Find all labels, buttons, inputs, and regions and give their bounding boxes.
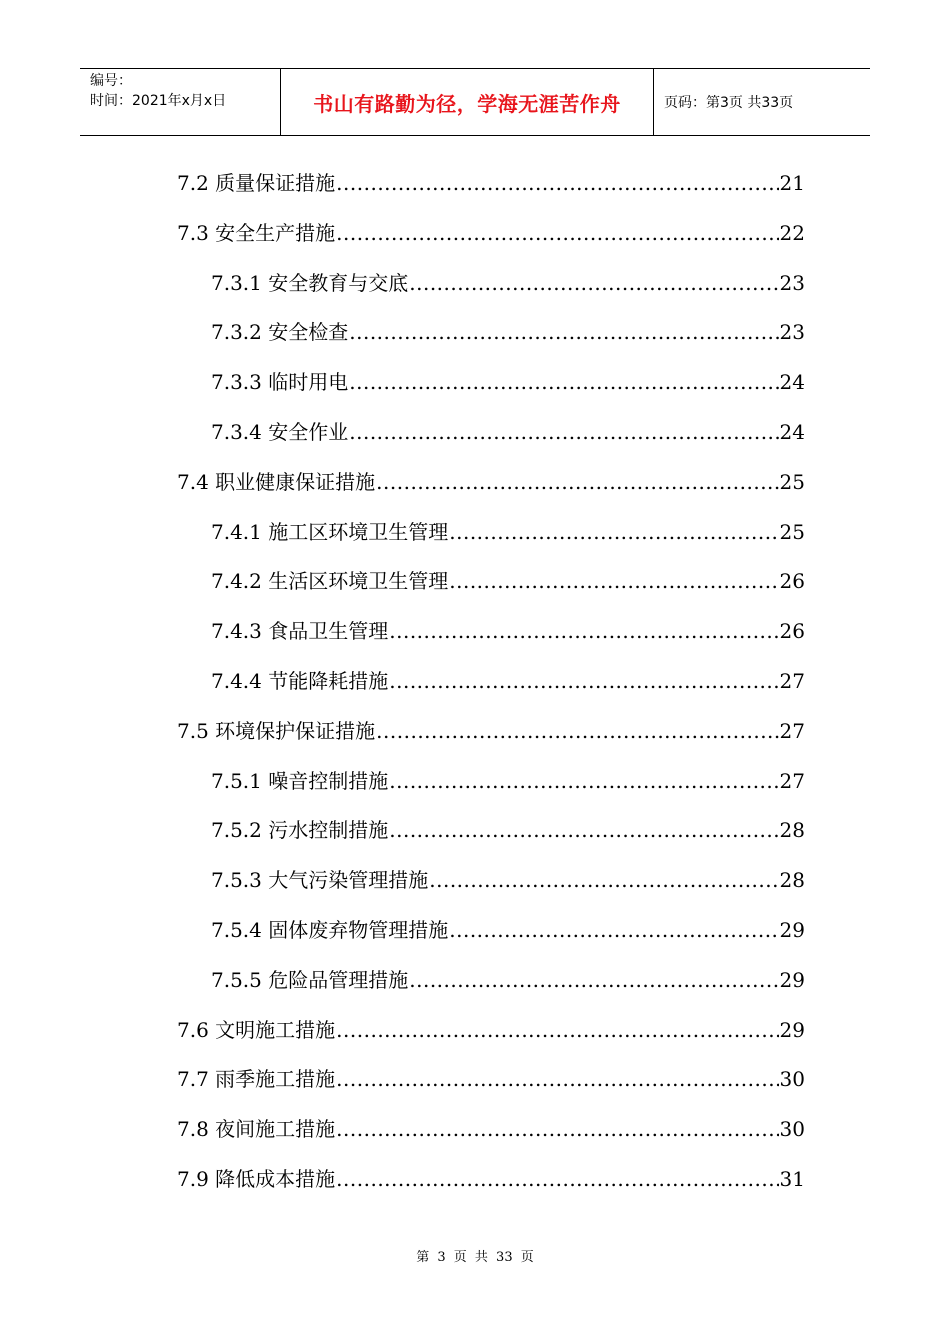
toc-entry-label: 7.8 夜间施工措施: [177, 1117, 336, 1141]
toc-entry[interactable]: [211, 268, 805, 298]
toc-entry-page: 27: [779, 769, 805, 793]
toc-entry-page: 24: [779, 370, 805, 394]
toc-entry[interactable]: [177, 467, 805, 497]
toc-entry-page: 28: [779, 818, 805, 842]
toc-entry-page: 27: [779, 669, 805, 693]
toc-leader-dots: [409, 965, 778, 995]
toc-entry-page: 24: [779, 420, 805, 444]
toc-entry-label: 7.5.5 危险品管理措施: [211, 968, 409, 992]
toc-entry-label: 7.5.4 固体废弃物管理措施: [211, 918, 449, 942]
header-page-info: 页码：第3页 共33页: [664, 95, 794, 111]
toc-entry-page: 25: [779, 470, 805, 494]
toc-leader-dots: [376, 467, 778, 497]
toc-leader-dots: [349, 417, 778, 447]
toc-entry-page: 21: [779, 171, 805, 195]
header-motto: 书山有路勤为径，学海无涯苦作舟: [281, 69, 654, 135]
toc-entry-page: 22: [779, 221, 805, 245]
toc-leader-dots: [336, 218, 778, 248]
toc-entry-label: 7.2 质量保证措施: [177, 171, 336, 195]
toc-entry-label: 7.9 降低成本措施: [177, 1167, 336, 1191]
page-footer: 第 3 页 共 33 页: [416, 1250, 534, 1265]
toc-entry[interactable]: [211, 417, 805, 447]
toc-leader-dots: [449, 566, 778, 596]
toc-leader-dots: [336, 1164, 778, 1194]
toc-entry-label: 7.6 文明施工措施: [177, 1018, 336, 1042]
toc-entry-label: 7.4 职业健康保证措施: [177, 470, 376, 494]
toc-leader-dots: [349, 367, 778, 397]
toc-entry[interactable]: [177, 1114, 805, 1144]
toc-entry[interactable]: [177, 218, 805, 248]
document-number-label: 编号：: [90, 73, 132, 89]
toc-leader-dots: [449, 915, 778, 945]
toc-entry-page: 26: [779, 569, 805, 593]
toc-entry[interactable]: [211, 815, 805, 845]
toc-entry-page: 31: [779, 1167, 805, 1191]
toc-entry-page: 30: [779, 1117, 805, 1141]
toc-entry-label: 7.3.3 临时用电: [211, 370, 349, 394]
toc-entry-page: 27: [779, 719, 805, 743]
toc-entry-label: 7.5 环境保护保证措施: [177, 719, 376, 743]
toc-entry-label: 7.4.3 食品卫生管理: [211, 619, 389, 643]
toc-leader-dots: [336, 1114, 778, 1144]
toc-entry-label: 7.5.1 噪音控制措施: [211, 769, 389, 793]
toc-entry-page: 29: [779, 918, 805, 942]
toc-entry[interactable]: [211, 915, 805, 945]
toc-entry-page: 23: [779, 320, 805, 344]
toc-entry[interactable]: [177, 168, 805, 198]
toc-leader-dots: [389, 766, 778, 796]
toc-leader-dots: [389, 616, 778, 646]
toc-entry-label: 7.3.2 安全检查: [211, 320, 349, 344]
toc-entry-label: 7.5.2 污水控制措施: [211, 818, 389, 842]
header-meta: [80, 69, 281, 135]
toc-leader-dots: [336, 1064, 778, 1094]
toc-entry-label: 7.7 雨季施工措施: [177, 1067, 336, 1091]
toc-entry[interactable]: [211, 666, 805, 696]
toc-entry-page: 30: [779, 1067, 805, 1091]
toc-leader-dots: [376, 716, 778, 746]
toc-entry-page: 29: [779, 1018, 805, 1042]
toc-leader-dots: [336, 168, 778, 198]
toc-entry[interactable]: [177, 716, 805, 746]
page-header: [80, 68, 870, 136]
toc-entry[interactable]: [211, 616, 805, 646]
toc-entry[interactable]: [177, 1064, 805, 1094]
toc-entry-label: 7.3 安全生产措施: [177, 221, 336, 245]
toc-entry[interactable]: [211, 865, 805, 895]
toc-leader-dots: [429, 865, 778, 895]
toc-entry-label: 7.4.1 施工区环境卫生管理: [211, 520, 449, 544]
toc-entry[interactable]: [177, 1015, 805, 1045]
toc-entry-page: 23: [779, 271, 805, 295]
document-time: 时间：2021年x月x日: [90, 93, 227, 109]
toc-entry[interactable]: [211, 566, 805, 596]
toc-leader-dots: [389, 815, 778, 845]
toc-entry-label: 7.3.1 安全教育与交底: [211, 271, 409, 295]
toc-leader-dots: [349, 317, 778, 347]
toc-entry-page: 25: [779, 520, 805, 544]
toc-entry[interactable]: [211, 317, 805, 347]
toc-entry-label: 7.4.4 节能降耗措施: [211, 669, 389, 693]
toc-leader-dots: [449, 517, 778, 547]
toc-entry-page: 28: [779, 868, 805, 892]
toc-entry[interactable]: [211, 766, 805, 796]
toc-entry-page: 26: [779, 619, 805, 643]
toc-leader-dots: [409, 268, 778, 298]
toc-entry[interactable]: [211, 367, 805, 397]
toc-entry-label: 7.5.3 大气污染管理措施: [211, 868, 429, 892]
toc-leader-dots: [336, 1015, 778, 1045]
toc-entry-label: 7.3.4 安全作业: [211, 420, 349, 444]
toc-entry[interactable]: [177, 1164, 805, 1194]
toc-leader-dots: [389, 666, 778, 696]
toc-entry[interactable]: [211, 517, 805, 547]
toc-entry-page: 29: [779, 968, 805, 992]
toc-entry[interactable]: [211, 965, 805, 995]
toc-entry-label: 7.4.2 生活区环境卫生管理: [211, 569, 449, 593]
